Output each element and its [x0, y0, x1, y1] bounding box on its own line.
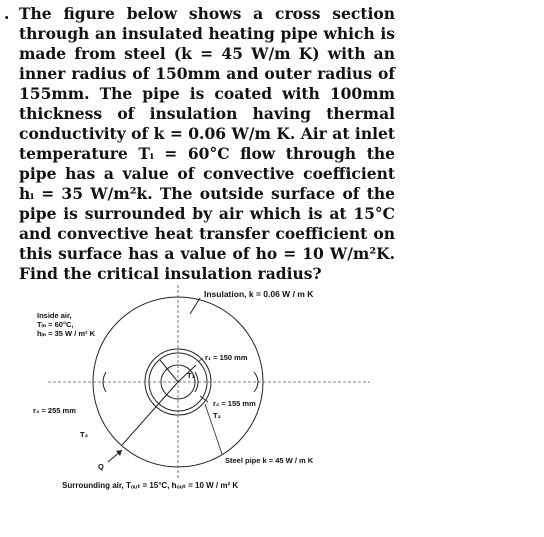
insulation-leader-line — [190, 298, 200, 314]
r2-label: r₂ = 155 mm — [213, 399, 256, 408]
inside-air-line-1: Inside air, — [37, 311, 72, 320]
inside-air-line-3: hᵢₙ = 35 W / m² K — [37, 329, 96, 338]
t1-label: T₁ — [187, 371, 195, 380]
r3-label: r₃ = 255 mm — [33, 406, 76, 415]
t2-label: T₂ — [213, 411, 221, 420]
insulation-label: Insulation, k = 0.06 W / m K — [204, 289, 314, 299]
r1-label: r₁ = 150 mm — [205, 353, 248, 362]
bullet-marker: . — [4, 4, 10, 23]
problem-statement: The figure below shows a cross section through an insulated heating pipe which is made from steel (k = 45 W/m K) with an inner radius of 150mm and outer radius of 155mm. The pipe is coated with 100mm thickness of insulation having thermal conductivity of k = 0.06 W/m K. Air at inlet temperature Tᵢ = 60°C flow through the pipe has a value of convective coefficient hᵢ = 35 W/m²k. The outside surface of the pipe is surrounded by air which is at 15°C and convective heat transfer coefficient on this surface has a value of ho = 10 W/m²K. Find the critical insulation radius? — [19, 4, 395, 283]
surrounding-air-label: Surrounding air, Tₒᵤₜ = 15°C, hₒᵤₜ = 10 W / m² K — [62, 481, 239, 490]
radius-r2-line — [160, 360, 178, 382]
q-label: Q — [98, 462, 104, 471]
steel-pipe-label: Steel pipe k = 45 W / m K — [225, 456, 314, 465]
t3-label: T₃ — [80, 430, 89, 439]
heat-flow-arrowhead-icon — [116, 450, 122, 456]
inside-air-line-2: Tᵢₙ = 60°C, — [37, 320, 74, 329]
